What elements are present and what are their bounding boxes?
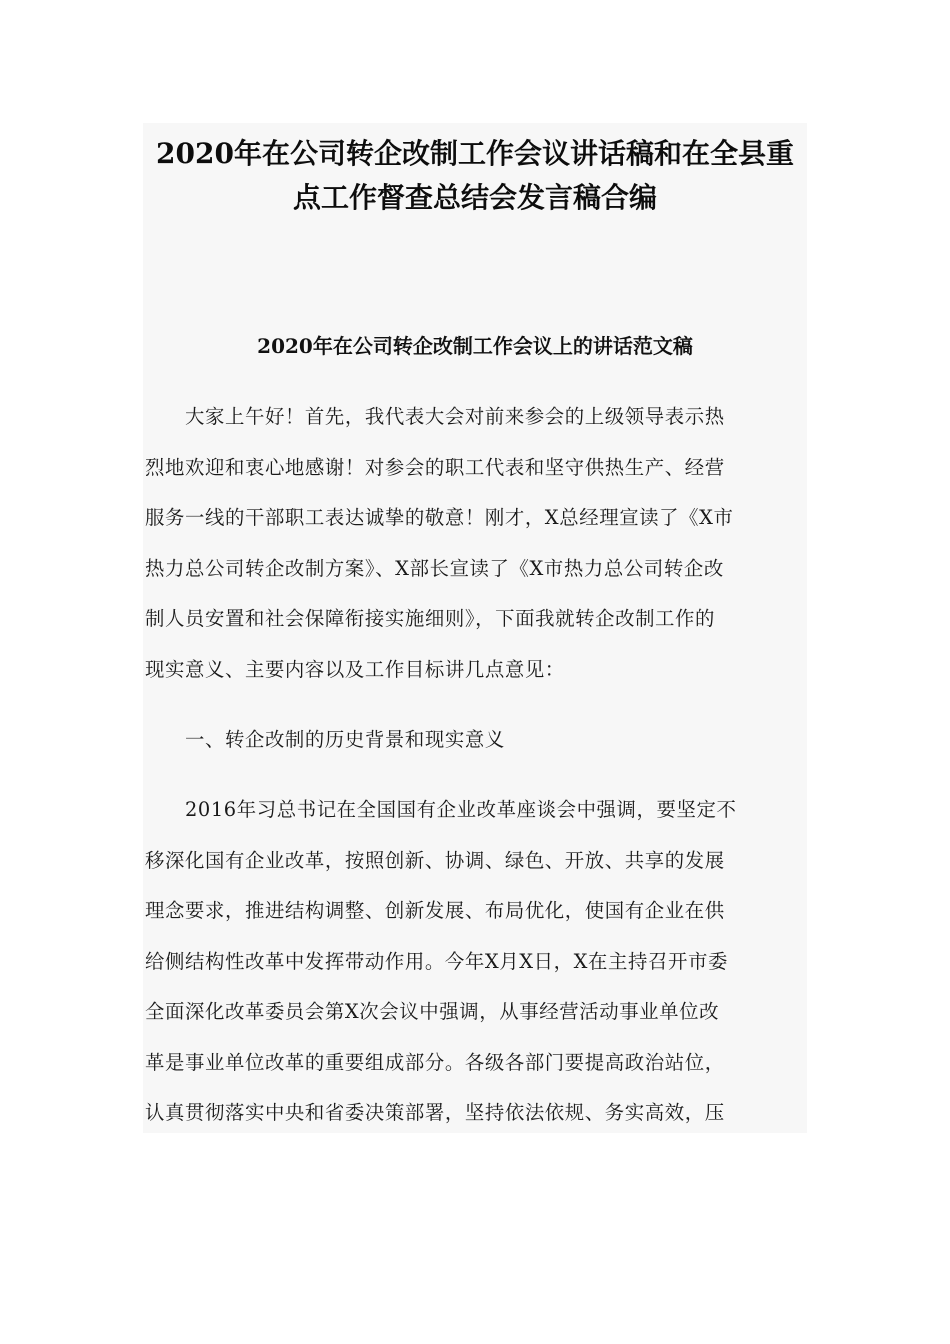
- document-title: 2020年在公司转企改制工作会议讲话稿和在全县重 点工作督查总结会发言稿合编: [156, 137, 794, 214]
- section-heading: 2020年在公司转企改制工作会议上的讲话范文稿: [257, 334, 693, 358]
- paragraph-greeting: 大家上午好！首先，我代表大会对前来参会的上级领导表示热 烈地欢迎和衷心地感谢！对参会的职工代表和坚守供热生产、经营 服务一线的干部职工表达诚挚的敬意！刚才，X总经理宣读了《X市 热力总公司转企改制方案》、X部长宣读了《X市热力总公司转企改 制人员安置和社会保障衔接实施细则》，下面我就转企改制工作的 现实意义、主要内容以及工作目标讲几点意见：: [145, 405, 734, 681]
- subheading-background: 一、转企改制的历史背景和现实意义: [145, 728, 505, 751]
- paragraph-background: 2016年习总书记在全国国有企业改革座谈会中强调，要坚定不 移深化国有企业改革，按照创新、协调、绿色、开放、共享的发展 理念要求，推进结构调整、创新发展、布局优化，使国有企业在供 给侧结构性改革中发挥带动作用。今年X月X日，X在主持召开市委 全面深化改革委员会第X次会议中强调，从事经营活动事业单位改 革是事业单位改革的重要组成部分。各级各部门要提高政治站位， 认真贯彻落实中央和省委决策部署，坚持依法依规、务实高效，压: [145, 798, 737, 1124]
